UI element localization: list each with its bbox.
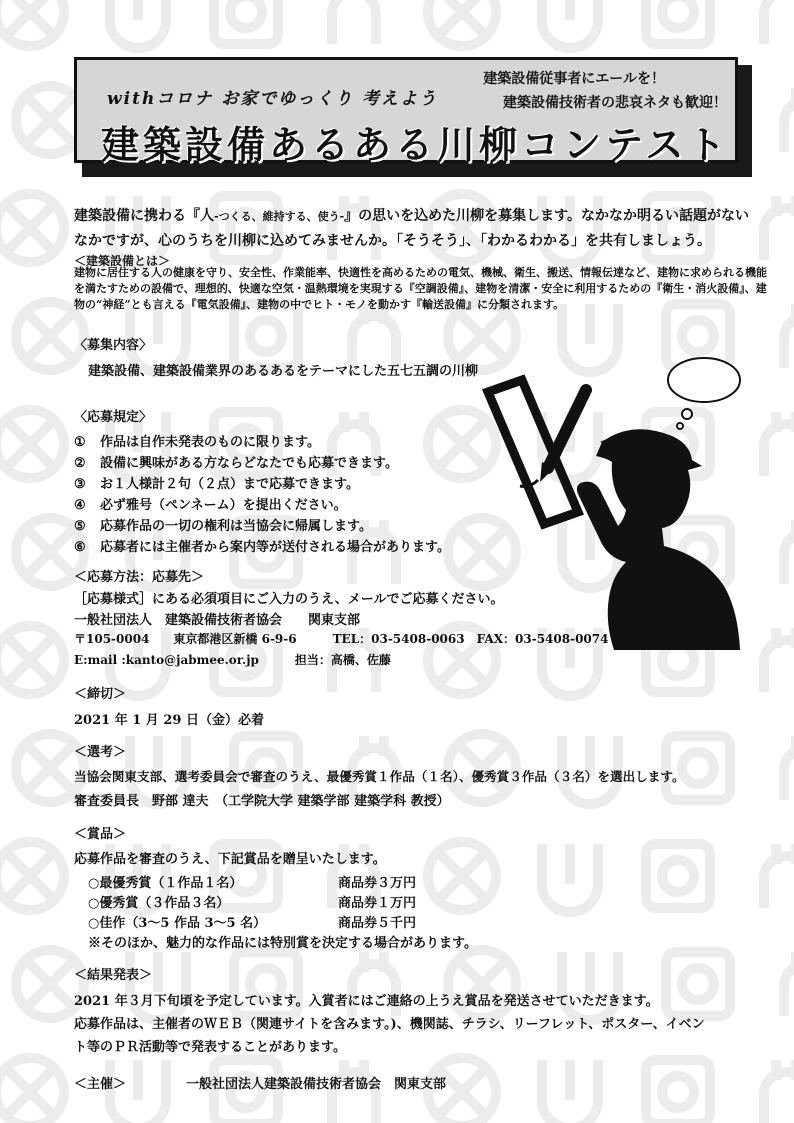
results-line-1: 2021 年３月下旬頃を予定しています。入賞者にはご連絡の上うえ賞品を発送させていただきます。: [74, 994, 659, 1009]
intro-small-note: -つくる、維持する、使う-: [214, 210, 345, 223]
organizer-heading: ＜主催＞: [74, 1077, 127, 1092]
rules-heading: 〈応募規定〉: [74, 410, 153, 425]
prize-reward: 商品券３万円: [338, 876, 417, 891]
method-heading: ＜応募方法：応募先＞: [74, 570, 205, 585]
prize-name: ○最優秀賞（１作品１名）: [88, 876, 243, 891]
rule-item: ② 設備に興味がある方ならどなたでも応募できます。: [74, 456, 398, 471]
definition-label: ＜建築設備とは＞: [74, 254, 171, 268]
method-line-3: 〒105-0004 東京都港区新橋 6-9-6 TEL：03-5408-0063 FAX：03-5408-0074: [74, 632, 609, 646]
selection-line-1: 当協会関東支部、選考委員会で審査のうえ、最優秀賞１作品（１名）、優秀賞３作品（３名）を選出します。: [74, 769, 685, 784]
selection-line-2: 審査委員長 野部 達夫 （工学院大学 建築学部 建築学科 教授）: [74, 794, 450, 809]
deadline-heading: ＜締切＞: [74, 687, 127, 702]
rule-item: ④ 必ず雅号（ペンネーム）を提出ください。: [74, 498, 347, 513]
paper-frame-icon: [488, 380, 578, 524]
intro-text: [74, 204, 754, 253]
recruit-heading: 〈募集内容〉: [74, 338, 153, 353]
rule-item: ③ お１人様計２句（２点）まで応募できます。: [74, 477, 359, 492]
rule-item: ⑥ 応募者には主催者から案内等が送付される場合があります。: [74, 540, 450, 555]
results-line-2: 応募作品は、主催者のＷＥＢ（関連サイトを含みます。)、機関誌、チラシ、リーフレット、ポスター、イベン: [74, 1017, 705, 1032]
intro-line-2: なかですが、心のうちを川柳に込めてみませんか。「そうそう」、「わかるわかる」を共有しましょう。: [74, 233, 711, 249]
banner-subtitle: withコロナ お家でゆっくり 考えよう: [107, 89, 438, 109]
page-title: 建築設備あるある川柳コンテスト: [101, 122, 730, 167]
rule-item: ① 作品は自作未発表のものに限ります。: [74, 435, 320, 450]
prize-name: ○優秀賞（３作品３名）: [88, 896, 230, 911]
rule-item: ⑤ 応募作品の一切の権利は当協会に帰属します。: [74, 519, 372, 534]
prize-reward: 商品券１万円: [338, 896, 417, 911]
person-silhouette: [577, 429, 740, 650]
title-banner: [74, 57, 738, 167]
thought-bubble-icon: [668, 358, 740, 429]
intro-line-1: 建築設備に携わる『人-つくる、維持する、使う-』の思いを込めた川柳を募集します。なかなか明るい話題がない: [74, 208, 750, 224]
prize-name: ○佳作（3～5 作品 3～5 名）: [88, 916, 267, 931]
definition-body: 建物に居住する人の健康を守り、安全性、作業能率、快適性を高めるための電気、機械、衛生、搬送、情報伝達など、建物に求められる機能を満たすための設備で、理想的、快適な空気・温熱環境を実現する『空調設備』、建物を清潔・安全に利用するための『衛生・消火設備』、建物の“神経”とも言える『電気設備』、建物の中でヒト・モノを動かす『輸送設備』に分類されます。: [74, 266, 767, 311]
prizes-intro: 応募作品を審査のうえ、下記賞品を贈呈いたします。: [74, 852, 386, 867]
results-heading: ＜結果発表＞: [74, 968, 153, 983]
method-line-1: ［応募様式］にある必須項目にご入力のうえ、メールでご応募ください。: [74, 592, 504, 607]
organizer-name: 一般社団法人建築設備技術者協会 関東支部: [186, 1077, 447, 1092]
results-line-3: ト等のＰＲ活動等で発表することがあります。: [74, 1040, 346, 1055]
method-line-4: E:mail :kanto@jabmee.or.jp 担当：高橋、佐藤: [74, 653, 391, 667]
prizes-note: ※そのほか、魅力的な作品には特別賞を決定する場合があります。: [88, 936, 477, 951]
prizes-heading: ＜賞品＞: [74, 827, 127, 842]
recruit-body: 建築設備、建築設備業界のあるあるをテーマにした五七五調の川柳: [88, 364, 479, 379]
method-line-2: 一般社団法人 建築設備技術者協会 関東支部: [74, 613, 361, 628]
prize-reward: 商品券５千円: [338, 916, 417, 931]
thinking-person-illustration: [482, 350, 744, 650]
banner-tagline-1: 建築設備従事者にエールを！: [483, 71, 665, 87]
deadline-body: 2021 年 1 月 29 日（金）必着: [74, 713, 264, 728]
selection-heading: ＜選考＞: [74, 745, 127, 760]
banner-tagline-2: 建築設備技術者の悲哀ネタも歓迎！: [503, 95, 727, 111]
